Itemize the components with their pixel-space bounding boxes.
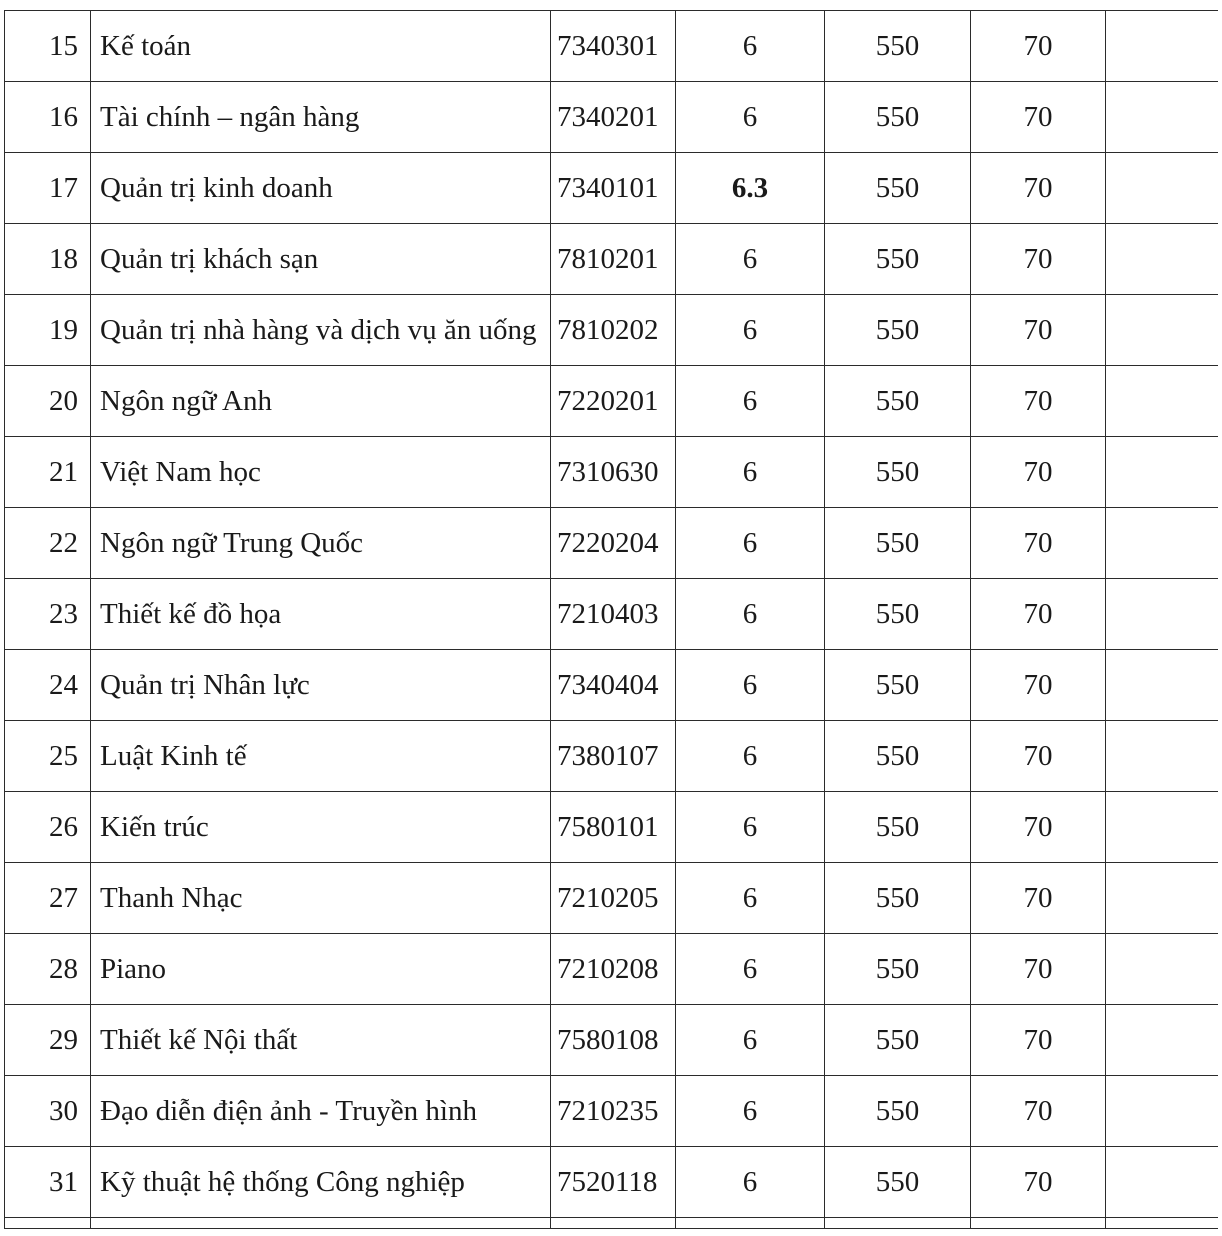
table-row [5, 11, 1219, 82]
score-cell: 6 [676, 650, 825, 721]
program-code-cell: 7310630 [551, 437, 676, 508]
empty-cell [1106, 1218, 1219, 1229]
table-row-cut-off [5, 1218, 1219, 1229]
certificate-score-cell: 550 [825, 366, 971, 437]
score-cell: 6 [676, 1005, 825, 1076]
note-cell [1106, 863, 1219, 934]
table-row [5, 721, 1219, 792]
certificate-score-cell: 550 [825, 721, 971, 792]
program-name-cell: Việt Nam học [91, 437, 551, 508]
row-number-cell: 19 [5, 295, 91, 366]
quota-cell: 70 [971, 1147, 1106, 1218]
table-row [5, 153, 1219, 224]
document-page [4, 10, 1218, 1236]
certificate-score-cell: 550 [825, 82, 971, 153]
empty-cell [971, 1218, 1106, 1229]
row-number-cell: 28 [5, 934, 91, 1005]
quota-cell: 70 [971, 1005, 1106, 1076]
program-code-cell: 7210208 [551, 934, 676, 1005]
certificate-score-cell: 550 [825, 934, 971, 1005]
program-name-cell: Kiến trúc [91, 792, 551, 863]
program-name-cell: Kỹ thuật hệ thống Công nghiệp [91, 1147, 551, 1218]
certificate-score-cell: 550 [825, 437, 971, 508]
program-name-cell: Quản trị nhà hàng và dịch vụ ăn uống [91, 295, 551, 366]
note-cell [1106, 721, 1219, 792]
row-number-cell: 27 [5, 863, 91, 934]
note-cell [1106, 82, 1219, 153]
score-cell: 6 [676, 863, 825, 934]
quota-cell: 70 [971, 153, 1106, 224]
quota-cell: 70 [971, 579, 1106, 650]
program-code-cell: 7340301 [551, 11, 676, 82]
program-name-cell: Luật Kinh tế [91, 721, 551, 792]
table-row [5, 224, 1219, 295]
certificate-score-cell: 550 [825, 863, 971, 934]
table-row [5, 792, 1219, 863]
score-cell: 6 [676, 82, 825, 153]
quota-cell: 70 [971, 11, 1106, 82]
program-code-cell: 7210403 [551, 579, 676, 650]
note-cell [1106, 579, 1219, 650]
certificate-score-cell: 550 [825, 1147, 971, 1218]
quota-cell: 70 [971, 721, 1106, 792]
program-name-cell: Kế toán [91, 11, 551, 82]
table-row [5, 437, 1219, 508]
score-cell: 6 [676, 1147, 825, 1218]
program-name-cell: Tài chính – ngân hàng [91, 82, 551, 153]
program-code-cell: 7520118 [551, 1147, 676, 1218]
note-cell [1106, 1076, 1219, 1147]
program-code-cell: 7340404 [551, 650, 676, 721]
program-name-cell: Ngôn ngữ Trung Quốc [91, 508, 551, 579]
program-name-cell: Thiết kế đồ họa [91, 579, 551, 650]
table-row [5, 508, 1219, 579]
score-cell: 6 [676, 721, 825, 792]
empty-cell [91, 1218, 551, 1229]
quota-cell: 70 [971, 82, 1106, 153]
quota-cell: 70 [971, 934, 1106, 1005]
score-cell: 6 [676, 437, 825, 508]
empty-cell [825, 1218, 971, 1229]
certificate-score-cell: 550 [825, 1005, 971, 1076]
note-cell [1106, 11, 1219, 82]
program-name-cell: Quản trị khách sạn [91, 224, 551, 295]
row-number-cell: 20 [5, 366, 91, 437]
row-number-cell: 22 [5, 508, 91, 579]
certificate-score-cell: 550 [825, 579, 971, 650]
note-cell [1106, 1147, 1219, 1218]
row-number-cell: 18 [5, 224, 91, 295]
note-cell [1106, 792, 1219, 863]
table-row [5, 934, 1219, 1005]
score-cell: 6 [676, 1076, 825, 1147]
table-row [5, 863, 1219, 934]
table-row [5, 366, 1219, 437]
score-cell: 6 [676, 934, 825, 1005]
empty-cell [5, 1218, 91, 1229]
program-name-cell: Piano [91, 934, 551, 1005]
row-number-cell: 29 [5, 1005, 91, 1076]
score-cell: 6 [676, 508, 825, 579]
certificate-score-cell: 550 [825, 153, 971, 224]
row-number-cell: 25 [5, 721, 91, 792]
note-cell [1106, 295, 1219, 366]
quota-cell: 70 [971, 863, 1106, 934]
row-number-cell: 16 [5, 82, 91, 153]
program-code-cell: 7810201 [551, 224, 676, 295]
table-row [5, 1076, 1219, 1147]
program-name-cell: Thiết kế Nội thất [91, 1005, 551, 1076]
certificate-score-cell: 550 [825, 224, 971, 295]
program-code-cell: 7810202 [551, 295, 676, 366]
certificate-score-cell: 550 [825, 650, 971, 721]
quota-cell: 70 [971, 508, 1106, 579]
quota-cell: 70 [971, 366, 1106, 437]
note-cell [1106, 437, 1219, 508]
certificate-score-cell: 550 [825, 792, 971, 863]
note-cell [1106, 224, 1219, 295]
score-cell: 6 [676, 11, 825, 82]
quota-cell: 70 [971, 1076, 1106, 1147]
programs-table-body [5, 11, 1219, 1229]
quota-cell: 70 [971, 792, 1106, 863]
note-cell [1106, 650, 1219, 721]
program-code-cell: 7340101 [551, 153, 676, 224]
program-code-cell: 7210235 [551, 1076, 676, 1147]
row-number-cell: 31 [5, 1147, 91, 1218]
quota-cell: 70 [971, 295, 1106, 366]
certificate-score-cell: 550 [825, 1076, 971, 1147]
certificate-score-cell: 550 [825, 11, 971, 82]
row-number-cell: 23 [5, 579, 91, 650]
table-row [5, 1005, 1219, 1076]
program-name-cell: Quản trị Nhân lực [91, 650, 551, 721]
table-row [5, 82, 1219, 153]
table-row [5, 295, 1219, 366]
score-cell: 6 [676, 579, 825, 650]
score-cell: 6.3 [676, 153, 825, 224]
table-row [5, 579, 1219, 650]
note-cell [1106, 934, 1219, 1005]
quota-cell: 70 [971, 650, 1106, 721]
row-number-cell: 15 [5, 11, 91, 82]
quota-cell: 70 [971, 437, 1106, 508]
empty-cell [551, 1218, 676, 1229]
note-cell [1106, 508, 1219, 579]
row-number-cell: 21 [5, 437, 91, 508]
empty-cell [676, 1218, 825, 1229]
program-code-cell: 7340201 [551, 82, 676, 153]
program-code-cell: 7380107 [551, 721, 676, 792]
program-code-cell: 7210205 [551, 863, 676, 934]
program-code-cell: 7580101 [551, 792, 676, 863]
score-cell: 6 [676, 224, 825, 295]
row-number-cell: 26 [5, 792, 91, 863]
program-code-cell: 7580108 [551, 1005, 676, 1076]
row-number-cell: 30 [5, 1076, 91, 1147]
note-cell [1106, 153, 1219, 224]
program-name-cell: Đạo diễn điện ảnh - Truyền hình [91, 1076, 551, 1147]
table-row [5, 650, 1219, 721]
program-name-cell: Ngôn ngữ Anh [91, 366, 551, 437]
quota-cell: 70 [971, 224, 1106, 295]
row-number-cell: 17 [5, 153, 91, 224]
table-row [5, 1147, 1219, 1218]
note-cell [1106, 366, 1219, 437]
program-name-cell: Quản trị kinh doanh [91, 153, 551, 224]
certificate-score-cell: 550 [825, 508, 971, 579]
program-code-cell: 7220204 [551, 508, 676, 579]
certificate-score-cell: 550 [825, 295, 971, 366]
programs-table [4, 10, 1218, 1229]
score-cell: 6 [676, 366, 825, 437]
program-name-cell: Thanh Nhạc [91, 863, 551, 934]
score-cell: 6 [676, 295, 825, 366]
row-number-cell: 24 [5, 650, 91, 721]
score-cell: 6 [676, 792, 825, 863]
program-code-cell: 7220201 [551, 366, 676, 437]
note-cell [1106, 1005, 1219, 1076]
